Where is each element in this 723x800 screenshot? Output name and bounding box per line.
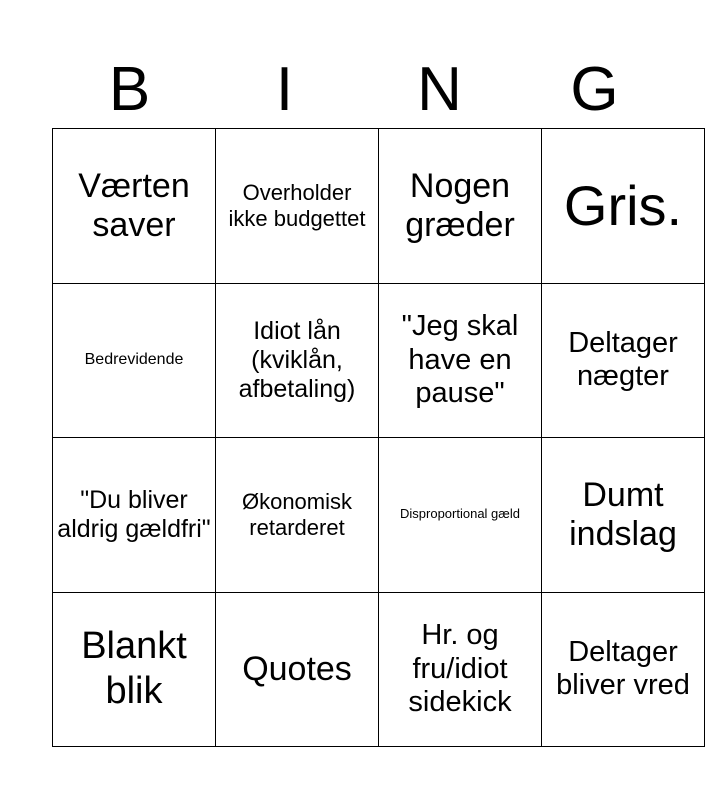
bingo-cell[interactable]: "Du bliver aldrig gældfri" xyxy=(53,438,216,593)
bingo-row xyxy=(53,129,705,284)
bingo-cell[interactable]: Quotes xyxy=(216,592,379,747)
header-letter-g: G xyxy=(570,55,619,124)
bingo-cell[interactable]: Nogen græder xyxy=(379,129,542,284)
bingo-cell[interactable]: Hr. og fru/idiot sidekick xyxy=(379,592,542,747)
bingo-cell[interactable]: Deltager bliver vred xyxy=(542,592,705,747)
bingo-cell[interactable]: Gris. xyxy=(542,129,705,284)
bingo-cell[interactable]: "Jeg skal have en pause" xyxy=(379,283,542,438)
bingo-cell[interactable]: Dumt indslag xyxy=(542,438,705,593)
bingo-cell[interactable]: Deltager nægter xyxy=(542,283,705,438)
bingo-cell[interactable]: Disproportional gæld xyxy=(379,438,542,593)
bingo-row xyxy=(53,438,705,593)
bingo-cell[interactable]: Værten saver xyxy=(53,129,216,284)
bingo-row xyxy=(53,283,705,438)
bingo-cell[interactable]: Bedrevidende xyxy=(53,283,216,438)
bingo-cell[interactable]: Blankt blik xyxy=(53,592,216,747)
header-letter-b: B xyxy=(108,55,151,124)
bingo-cell[interactable]: Overholder ikke budgettet xyxy=(216,129,379,284)
bingo-cell[interactable]: Økonomisk retarderet xyxy=(216,438,379,593)
bingo-header xyxy=(52,52,671,128)
header-letter-n: N xyxy=(417,55,462,124)
header-letter-i: I xyxy=(275,55,294,124)
bingo-card xyxy=(52,128,705,747)
bingo-row xyxy=(53,592,705,747)
bingo-cell[interactable]: Idiot lån (kviklån, afbetaling) xyxy=(216,283,379,438)
